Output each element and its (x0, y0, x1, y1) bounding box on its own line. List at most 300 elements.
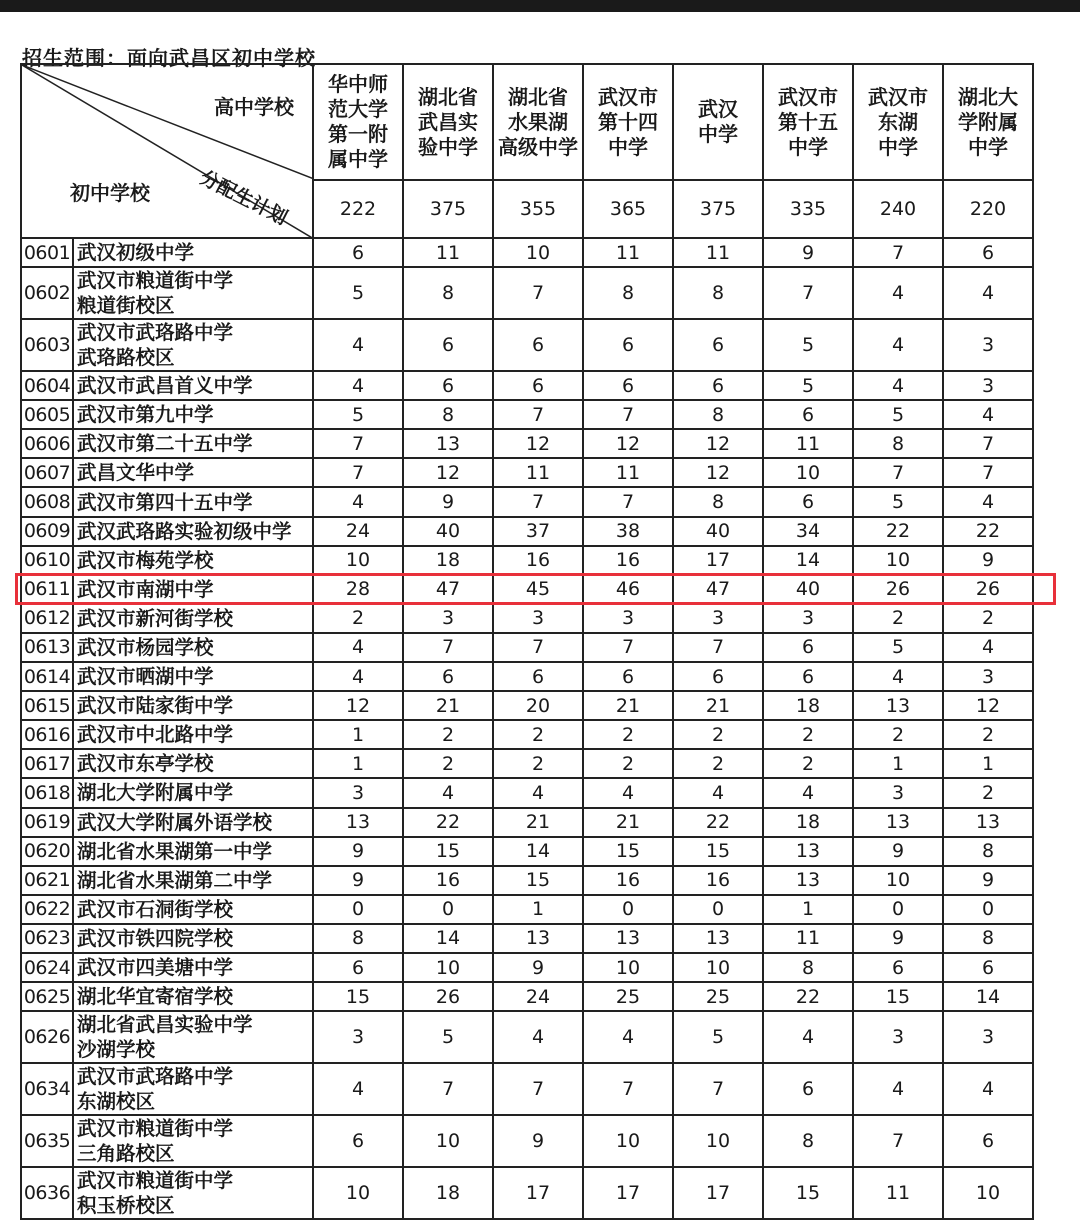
allocation-value: 22 (673, 808, 763, 837)
school-name-line: 积玉桥校区 (77, 1194, 175, 1218)
allocation-value: 2 (583, 749, 673, 778)
allocation-value: 7 (493, 1063, 583, 1115)
table-row (21, 371, 1033, 400)
header-total-0: 222 (313, 180, 403, 238)
allocation-value: 1 (493, 895, 583, 924)
school-name-line: 沙湖学校 (77, 1038, 156, 1062)
school-code: 0634 (21, 1063, 73, 1115)
allocation-value: 5 (853, 400, 943, 429)
allocation-value: 6 (403, 662, 493, 691)
allocation-value: 13 (493, 924, 583, 953)
allocation-value: 6 (583, 319, 673, 371)
allocation-value: 7 (493, 487, 583, 516)
allocation-value: 8 (853, 429, 943, 458)
allocation-value: 8 (403, 267, 493, 319)
allocation-value: 3 (943, 371, 1033, 400)
allocation-value: 21 (583, 691, 673, 720)
allocation-value: 11 (583, 458, 673, 487)
allocation-value: 25 (673, 982, 763, 1011)
allocation-value: 7 (493, 633, 583, 662)
diagonal-header-cell (21, 64, 313, 238)
school-code: 0615 (21, 691, 73, 720)
allocation-value: 13 (403, 429, 493, 458)
allocation-value: 8 (313, 924, 403, 953)
school-name (73, 633, 313, 662)
header-school-line: 第十五 (778, 109, 838, 134)
allocation-value: 2 (493, 749, 583, 778)
header-school-line: 水果湖 (508, 109, 568, 134)
allocation-value: 4 (313, 1063, 403, 1115)
table-row (21, 575, 1033, 604)
allocation-value: 6 (943, 238, 1033, 267)
school-name (73, 982, 313, 1011)
table-row (21, 487, 1033, 516)
allocation-value: 10 (583, 953, 673, 982)
allocation-value: 24 (493, 982, 583, 1011)
allocation-value: 0 (583, 895, 673, 924)
school-name (73, 487, 313, 516)
allocation-value: 6 (763, 400, 853, 429)
allocation-value: 11 (493, 458, 583, 487)
allocation-value: 7 (583, 487, 673, 516)
allocation-value: 6 (763, 633, 853, 662)
allocation-value: 13 (673, 924, 763, 953)
header-school-line: 中学 (968, 134, 1008, 159)
allocation-value: 1 (313, 720, 403, 749)
allocation-value: 4 (853, 267, 943, 319)
header-school-line: 中学 (608, 134, 648, 159)
allocation-value: 10 (403, 1115, 493, 1167)
table-row (21, 267, 1033, 319)
school-name (73, 749, 313, 778)
allocation-value: 7 (313, 429, 403, 458)
top-bar (0, 0, 1080, 12)
allocation-value: 3 (853, 778, 943, 807)
allocation-value: 12 (313, 691, 403, 720)
allocation-value: 4 (943, 633, 1033, 662)
allocation-value: 3 (313, 1011, 403, 1063)
allocation-value: 10 (493, 238, 583, 267)
header-school-line: 第十四 (598, 109, 658, 134)
school-code: 0625 (21, 982, 73, 1011)
school-name (73, 267, 313, 319)
table-row (21, 517, 1033, 546)
header-school-line: 武汉市 (778, 84, 838, 109)
header-school-line: 中学 (788, 134, 828, 159)
allocation-value: 47 (673, 575, 763, 604)
school-name (73, 546, 313, 575)
allocation-value: 4 (313, 371, 403, 400)
table-row (21, 895, 1033, 924)
allocation-value: 40 (763, 575, 853, 604)
allocation-value: 3 (943, 662, 1033, 691)
allocation-value: 5 (313, 267, 403, 319)
allocation-value: 3 (493, 604, 583, 633)
allocation-value: 8 (583, 267, 673, 319)
allocation-value: 4 (943, 267, 1033, 319)
table-row (21, 924, 1033, 953)
allocation-value: 3 (403, 604, 493, 633)
allocation-value: 4 (583, 778, 673, 807)
allocation-value: 47 (403, 575, 493, 604)
allocation-value: 7 (493, 400, 583, 429)
table-row (21, 837, 1033, 866)
allocation-value: 11 (673, 238, 763, 267)
header-school-line: 武汉市 (598, 84, 658, 109)
allocation-value: 7 (853, 238, 943, 267)
header-school-1 (403, 64, 493, 180)
allocation-value: 26 (943, 575, 1033, 604)
school-name (73, 575, 313, 604)
allocation-value: 6 (313, 238, 403, 267)
allocation-value: 22 (943, 517, 1033, 546)
school-name-line: 武汉武珞路实验初级中学 (77, 519, 292, 543)
allocation-value: 11 (853, 1167, 943, 1219)
allocation-value: 0 (403, 895, 493, 924)
school-code: 0635 (21, 1115, 73, 1167)
allocation-value: 10 (673, 1115, 763, 1167)
table-row (21, 691, 1033, 720)
allocation-value: 2 (313, 604, 403, 633)
school-code: 0618 (21, 778, 73, 807)
allocation-value: 22 (403, 808, 493, 837)
allocation-value: 4 (313, 662, 403, 691)
table-row (21, 458, 1033, 487)
school-name-line: 武汉市晒湖中学 (77, 665, 214, 689)
school-name (73, 1167, 313, 1219)
table-row (21, 662, 1033, 691)
header-school-line: 中学 (878, 134, 918, 159)
header-school-line: 湖北省 (508, 84, 568, 109)
school-code: 0604 (21, 371, 73, 400)
header-school-line: 第一附 (328, 122, 388, 146)
allocation-value: 16 (403, 866, 493, 895)
allocation-value: 2 (943, 720, 1033, 749)
allocation-value: 10 (313, 546, 403, 575)
header-school-2 (493, 64, 583, 180)
allocation-value: 6 (493, 371, 583, 400)
school-name-line: 武汉市武珞路中学 (77, 1065, 234, 1089)
allocation-value: 40 (403, 517, 493, 546)
allocation-value: 12 (943, 691, 1033, 720)
allocation-value: 7 (853, 458, 943, 487)
allocation-value: 4 (403, 778, 493, 807)
table-row (21, 808, 1033, 837)
school-name (73, 517, 313, 546)
allocation-value: 26 (853, 575, 943, 604)
allocation-value: 22 (763, 982, 853, 1011)
school-name (73, 662, 313, 691)
allocation-value: 4 (853, 662, 943, 691)
allocation-value: 13 (763, 837, 853, 866)
school-name-line: 武汉市粮道街中学 (77, 1117, 234, 1141)
allocation-value: 7 (853, 1115, 943, 1167)
allocation-value: 2 (673, 749, 763, 778)
school-name-line: 武汉市南湖中学 (77, 577, 214, 601)
allocation-value: 6 (673, 662, 763, 691)
allocation-value: 21 (583, 808, 673, 837)
school-code: 0603 (21, 319, 73, 371)
allocation-value: 3 (763, 604, 853, 633)
allocation-value: 38 (583, 517, 673, 546)
allocation-value: 7 (403, 633, 493, 662)
allocation-value: 6 (493, 662, 583, 691)
allocation-value: 6 (943, 1115, 1033, 1167)
middle-school-axis-label: 初中学校 (70, 181, 150, 205)
allocation-value: 4 (493, 1011, 583, 1063)
school-name (73, 400, 313, 429)
allocation-value: 9 (853, 924, 943, 953)
allocation-value: 2 (853, 720, 943, 749)
allocation-value: 7 (943, 429, 1033, 458)
header-school-line: 武汉市 (868, 84, 928, 109)
allocation-value: 7 (313, 458, 403, 487)
school-name-line: 武珞路校区 (77, 346, 175, 370)
school-name (73, 720, 313, 749)
school-name-line: 湖北省武昌实验中学 (77, 1013, 253, 1037)
allocation-value: 16 (583, 546, 673, 575)
allocation-value: 7 (763, 267, 853, 319)
school-name-line: 湖北省水果湖第二中学 (77, 868, 273, 892)
header-school-line: 学附属 (958, 109, 1018, 134)
allocation-value: 4 (583, 1011, 673, 1063)
allocation-value: 6 (673, 371, 763, 400)
allocation-value: 10 (583, 1115, 673, 1167)
school-name-line: 武汉市四美塘中学 (77, 956, 234, 980)
allocation-value: 11 (583, 238, 673, 267)
school-name (73, 238, 313, 267)
school-name (73, 866, 313, 895)
header-school-0 (313, 64, 403, 180)
school-name (73, 778, 313, 807)
allocation-value: 16 (583, 866, 673, 895)
allocation-value: 18 (403, 1167, 493, 1219)
school-name-line: 湖北省水果湖第一中学 (77, 839, 273, 863)
school-code: 0608 (21, 487, 73, 516)
allocation-value: 7 (583, 1063, 673, 1115)
allocation-value: 3 (943, 319, 1033, 371)
allocation-value: 0 (943, 895, 1033, 924)
header-school-line: 湖北大 (958, 84, 1018, 109)
allocation-value: 2 (673, 720, 763, 749)
allocation-value: 12 (673, 458, 763, 487)
allocation-value: 4 (943, 400, 1033, 429)
allocation-value: 16 (493, 546, 583, 575)
allocation-value: 9 (943, 546, 1033, 575)
allocation-value: 9 (313, 866, 403, 895)
allocation-value: 13 (853, 808, 943, 837)
header-school-line: 武昌实 (418, 109, 478, 134)
table-row (21, 866, 1033, 895)
allocation-value: 2 (763, 720, 853, 749)
school-name-line: 武汉市中北路中学 (77, 723, 234, 747)
school-code: 0617 (21, 749, 73, 778)
table-row (21, 749, 1033, 778)
allocation-value: 15 (583, 837, 673, 866)
header-total-4: 375 (673, 180, 763, 238)
allocation-value: 4 (853, 1063, 943, 1115)
allocation-value: 21 (493, 808, 583, 837)
allocation-value: 21 (673, 691, 763, 720)
table-row (21, 953, 1033, 982)
allocation-value: 9 (943, 866, 1033, 895)
school-code: 0636 (21, 1167, 73, 1219)
allocation-value: 5 (763, 319, 853, 371)
allocation-value: 14 (493, 837, 583, 866)
allocation-value: 9 (493, 953, 583, 982)
school-name (73, 953, 313, 982)
allocation-value: 4 (943, 1063, 1033, 1115)
school-name (73, 691, 313, 720)
table-row (21, 778, 1033, 807)
allocation-value: 9 (853, 837, 943, 866)
allocation-value: 6 (853, 953, 943, 982)
allocation-value: 14 (943, 982, 1033, 1011)
school-code: 0610 (21, 546, 73, 575)
allocation-value: 6 (943, 953, 1033, 982)
allocation-value: 18 (763, 691, 853, 720)
allocation-value: 40 (673, 517, 763, 546)
allocation-value: 13 (943, 808, 1033, 837)
allocation-value: 6 (763, 662, 853, 691)
header-school-line: 中学 (698, 122, 738, 146)
school-name-line: 武汉初级中学 (77, 241, 195, 265)
school-name-line: 粮道街校区 (77, 294, 175, 318)
school-name-line: 东湖校区 (77, 1090, 156, 1114)
allocation-value: 17 (673, 546, 763, 575)
allocation-value: 4 (313, 487, 403, 516)
school-name-line: 湖北大学附属中学 (77, 781, 234, 805)
allocation-value: 5 (853, 633, 943, 662)
allocation-value: 13 (583, 924, 673, 953)
high-school-axis-label: 高中学校 (214, 95, 294, 119)
allocation-value: 7 (583, 633, 673, 662)
header-school-4 (673, 64, 763, 180)
allocation-value: 5 (853, 487, 943, 516)
allocation-value: 8 (403, 400, 493, 429)
allocation-value: 24 (313, 517, 403, 546)
school-name (73, 429, 313, 458)
allocation-value: 15 (313, 982, 403, 1011)
allocation-value: 15 (853, 982, 943, 1011)
allocation-value: 17 (493, 1167, 583, 1219)
school-code: 0602 (21, 267, 73, 319)
allocation-value: 13 (853, 691, 943, 720)
allocation-value: 4 (493, 778, 583, 807)
allocation-value: 21 (403, 691, 493, 720)
allocation-value: 10 (853, 866, 943, 895)
allocation-plan-table (20, 63, 1034, 1220)
table-row (21, 982, 1033, 1011)
allocation-value: 7 (673, 633, 763, 662)
allocation-value: 2 (853, 604, 943, 633)
school-code: 0626 (21, 1011, 73, 1063)
allocation-value: 4 (313, 633, 403, 662)
school-name-line: 武汉市石洞街学校 (77, 897, 234, 921)
allocation-value: 4 (763, 778, 853, 807)
allocation-value: 8 (673, 487, 763, 516)
school-name-line: 武汉市梅苑学校 (77, 548, 214, 572)
school-code: 0612 (21, 604, 73, 633)
allocation-value: 7 (403, 1063, 493, 1115)
allocation-value: 3 (583, 604, 673, 633)
allocation-value: 26 (403, 982, 493, 1011)
school-code: 0609 (21, 517, 73, 546)
allocation-value: 2 (763, 749, 853, 778)
school-name-line: 武昌文华中学 (77, 461, 195, 485)
header-school-line: 湖北省 (418, 84, 478, 109)
allocation-value: 6 (403, 371, 493, 400)
allocation-value: 28 (313, 575, 403, 604)
table-row (21, 546, 1033, 575)
header-school-line: 武汉 (698, 97, 738, 121)
header-school-line: 范大学 (328, 97, 388, 121)
table-row (21, 1063, 1033, 1115)
allocation-value: 0 (673, 895, 763, 924)
school-name (73, 458, 313, 487)
allocation-value: 15 (403, 837, 493, 866)
allocation-value: 1 (853, 749, 943, 778)
allocation-value: 12 (493, 429, 583, 458)
header-school-line: 高级中学 (498, 134, 578, 159)
allocation-value: 18 (403, 546, 493, 575)
allocation-value: 1 (313, 749, 403, 778)
allocation-value: 2 (403, 749, 493, 778)
header-total-7: 220 (943, 180, 1033, 238)
allocation-value: 17 (673, 1167, 763, 1219)
school-name (73, 604, 313, 633)
school-code: 0624 (21, 953, 73, 982)
allocation-value: 6 (403, 319, 493, 371)
allocation-value: 16 (673, 866, 763, 895)
allocation-value: 5 (313, 400, 403, 429)
allocation-value: 0 (313, 895, 403, 924)
allocation-value: 13 (763, 866, 853, 895)
school-name-line: 武汉大学附属外语学校 (77, 810, 273, 834)
allocation-value: 14 (763, 546, 853, 575)
allocation-value: 9 (403, 487, 493, 516)
allocation-value: 12 (673, 429, 763, 458)
table-row (21, 238, 1033, 267)
allocation-value: 8 (673, 267, 763, 319)
allocation-value: 5 (763, 371, 853, 400)
school-name-line: 武汉市铁四院学校 (77, 926, 234, 950)
school-name-line: 三角路校区 (77, 1142, 175, 1166)
allocation-value: 13 (313, 808, 403, 837)
school-name (73, 319, 313, 371)
allocation-value: 12 (583, 429, 673, 458)
school-code: 0622 (21, 895, 73, 924)
allocation-value: 2 (943, 778, 1033, 807)
header-total-1: 375 (403, 180, 493, 238)
enrollment-scope: 招生范围：面向武昌区初中学校 (22, 46, 316, 70)
school-name (73, 1115, 313, 1167)
school-name-line: 武汉市杨园学校 (77, 635, 214, 659)
school-code: 0619 (21, 808, 73, 837)
allocation-value: 7 (583, 400, 673, 429)
allocation-value: 8 (943, 837, 1033, 866)
school-code: 0611 (21, 575, 73, 604)
allocation-value: 12 (403, 458, 493, 487)
header-school-3 (583, 64, 673, 180)
allocation-value: 11 (403, 238, 493, 267)
school-code: 0607 (21, 458, 73, 487)
allocation-value: 15 (493, 866, 583, 895)
allocation-value: 6 (763, 1063, 853, 1115)
allocation-value: 14 (403, 924, 493, 953)
school-code: 0620 (21, 837, 73, 866)
allocation-value: 8 (943, 924, 1033, 953)
